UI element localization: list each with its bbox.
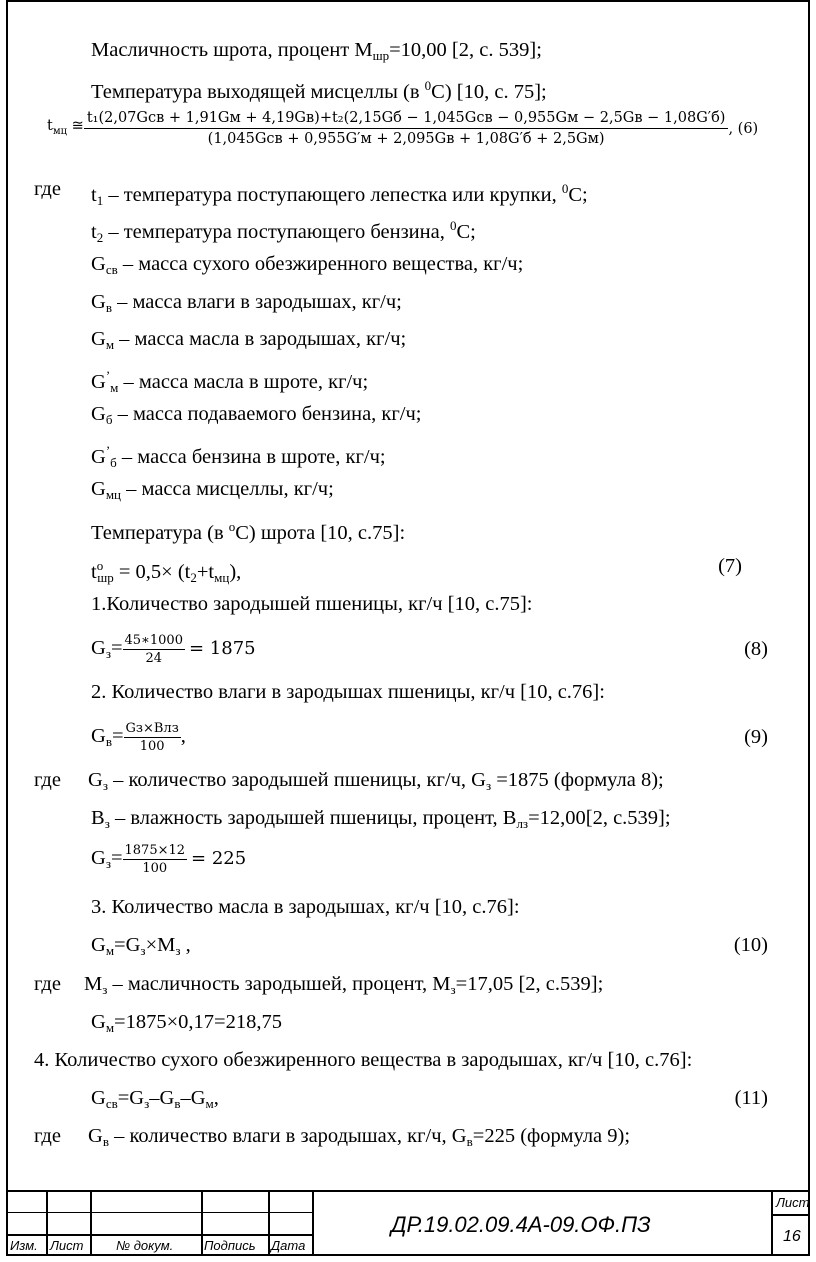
heading-4: 4. Количество сухого обезжиренного вещества в зародышах, кг/ч [10, с.76]: [34,1049,693,1071]
def-gm: $G_м$ – масса масла в зародышах, кг/ч; [91,328,407,352]
def-gb-prime: $G^’_б$ – масса бензина в шроте, кг/ч; [91,443,386,470]
def-gsv: $G_{св}$ – масса сухого обезжиренного вещества, кг/ч; [91,253,524,277]
formula-9-calc-fraction: $\frac{1875\times 12}{100}$ [124,842,186,876]
title-block [6,1190,810,1256]
col-sign-label: Подпись [204,1238,256,1253]
formula-6-fraction: t₁(2,07Gсв + 1,91Gм + 4,19Gв)+t₂(2,15Gб − 1,045Gсв − 0,955Gм − 2,5Gв − 1,08G′б) (1,045Gсв + 0,955G′м + 2,095Gв + 1,08G′б + 2,5Gм) [84,108,729,149]
where-label: где [34,1125,61,1147]
def-gv2: $G_в$ – количество влаги в зародышах, кг/ч, $G_в=225$ (формула 9); [88,1125,631,1149]
formula-9-calc: $G_з=$ $\frac{1875\times 12}{100}$ = 225 [91,842,247,876]
text-line-oil-content: Масличность шрота, процент $М_{шр}=10,00$ [2, с. 539]; [91,39,542,63]
formula-8-fraction: $\frac{45∗1000}{24}$ [124,632,183,666]
title-block-divider [201,1190,203,1256]
def-t1: $t_1$ – температура поступающего лепестка или крупки, $^0$С; [91,181,588,208]
text-line-miscella-temp: Температура выходящей мисцеллы (в $^0$С) [10, с. 75]; [91,78,547,103]
formula-11: $G_{св}=G_з-G_в-G_м$, [91,1087,219,1111]
title-block-top-line [6,1190,810,1192]
sheet-label: Лист [776,1195,810,1210]
formula-7-number: (7) [718,555,742,577]
text-line-meal-temp: Температура (в $^о$С) шрота [10, с.75]: [91,519,406,544]
formula-10-number: (10) [733,934,768,956]
formula-8: $G_з=$ $\frac{45∗1000}{24}$ = 1875 [91,632,256,666]
formula-9: $G_в=$ $\frac{\text{Gз×Влз}}{100}$ , [91,720,186,754]
def-gm-prime: $G^’_м$ – масса масла в шроте, кг/ч; [91,368,369,395]
def-mz: $М_з$ – масличность зародышей, процент, $М_з=17,05$ [2, с.539]; [84,973,604,997]
col-date-label: Дата [271,1238,306,1253]
formula-10-calc: $G_м=1875\times 0,17=218,75$ [91,1011,282,1035]
title-block-divider [90,1190,92,1256]
title-block-header-line [6,1234,312,1236]
formula-7: $t^о_{шр} = 0,5\times (t_2+t_{мц})$, [91,558,242,585]
def-gz: $G_з$ – количество зародышей пшеницы, кг/ч, $G_з =1875$ (формула 8); [88,769,664,793]
formula-8-number: (8) [744,638,768,660]
heading-3: 3. Количество масла в зародышах, кг/ч [10, с.76]: [91,896,520,918]
def-vz: $В_з$ – влажность зародышей пшеницы, процент, $В_{лз}=12,00[2$, с.539]; [91,807,671,831]
def-gv: $G_в$ – масса влаги в зародышах, кг/ч; [91,291,402,315]
title-block-divider [268,1190,270,1256]
where-label: где [34,769,61,791]
col-izm-label: Изм. [10,1238,38,1253]
title-block-sheet-line [771,1214,810,1216]
col-doc-label: № докум. [116,1238,174,1253]
heading-1: 1.Количество зародышей пшеницы, кг/ч [10, с.75]: [91,593,533,615]
heading-2: 2. Количество влаги в зародышах пшеницы, кг/ч [10, с.76]: [91,681,605,703]
def-t2: $t_2$ – температура поступающего бензина, $^0$С; [91,218,476,245]
formula-6: $t_{мц}$ ≅ t₁(2,07Gсв + 1,91Gм + 4,19Gв)+t₂(2,15Gб − 1,045Gсв − 0,955Gм − 2,5Gв − 1,08G′б) (1,045Gсв + 0,955G′м + 2,095Gв + 1,08G′б + 2,5Gм) , (6) [47,110,759,147]
where-label: где [34,178,61,200]
formula-9-fraction: $\frac{\text{Gз×Влз}}{100}$ [125,720,179,754]
title-block-divider [771,1190,773,1256]
formula-10: $G_м=G_з\times М_з$ , [91,934,191,958]
formula-9-number: (9) [744,726,768,748]
document-code: ДР.19.02.09.4А-09.ОФ.ПЗ [391,1212,651,1237]
def-gmc: $G_{мц}$ – масса мисцеллы, кг/ч; [91,478,334,502]
sheet-number: 16 [783,1228,801,1245]
where-label: где [34,973,61,995]
def-gb: $G_б$ – масса подаваемого бензина, кг/ч; [91,403,422,427]
formula-11-number: (11) [734,1087,768,1109]
col-list-label: Лист [50,1238,84,1253]
title-block-divider [312,1190,314,1256]
title-block-divider [46,1190,48,1256]
title-block-row-line [6,1212,312,1213]
